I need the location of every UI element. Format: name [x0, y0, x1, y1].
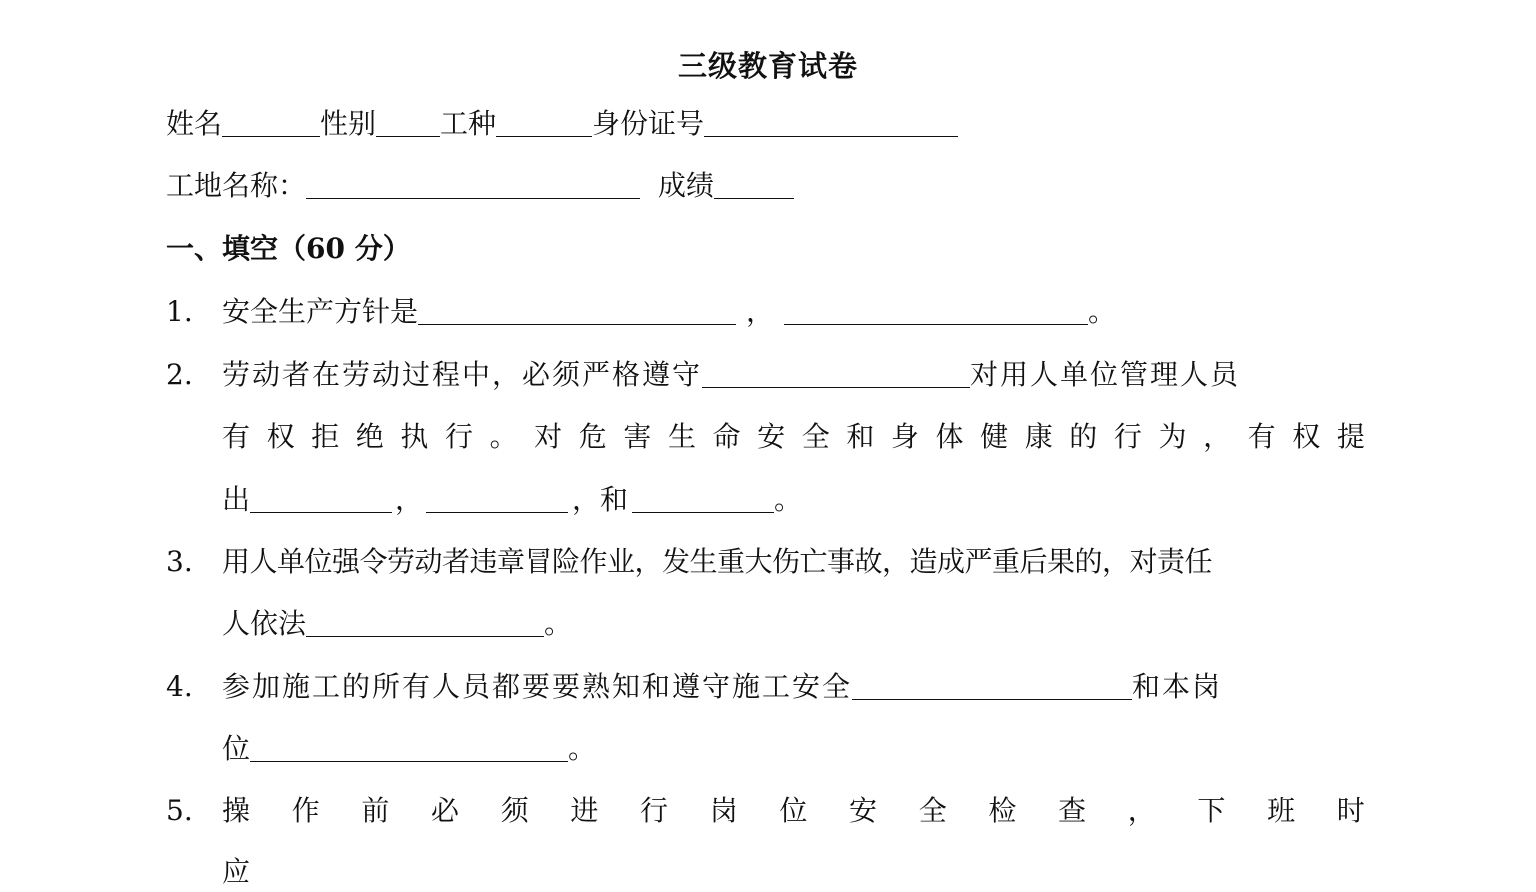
- question-2-line-3: [222, 480, 802, 520]
- question-text: 出: [222, 483, 251, 516]
- period: 。: [544, 607, 573, 640]
- char: 体: [935, 420, 964, 453]
- question-text-continued: 对用人单位管理人员: [970, 358, 1241, 391]
- score-label: 成绩: [658, 169, 715, 202]
- site-blank[interactable]: [306, 168, 640, 199]
- char: 位: [779, 794, 808, 827]
- question-1: [166, 292, 1116, 332]
- id-number-label: 身份证号: [592, 107, 705, 140]
- char: 行: [1113, 420, 1142, 453]
- answer-blank[interactable]: [306, 606, 544, 637]
- period: 。: [774, 483, 803, 516]
- header-row-1: [166, 104, 958, 144]
- gender-label: 性别: [320, 107, 377, 140]
- char: 全: [801, 420, 830, 453]
- char: 生: [667, 420, 696, 453]
- id-number-blank[interactable]: [704, 106, 958, 137]
- question-number: 3.: [166, 545, 193, 578]
- header-row-2: [166, 166, 794, 206]
- question-text-continued: 和本岗: [1132, 670, 1223, 703]
- question-3-line-2: [222, 604, 572, 644]
- gender-blank[interactable]: [376, 106, 440, 137]
- separator: ，: [746, 295, 775, 328]
- char: 必: [431, 794, 460, 827]
- char: 执: [400, 420, 429, 453]
- question-text: 劳动者在劳动过程中，必须严格遵守: [222, 358, 703, 391]
- question-5: [222, 791, 1365, 831]
- answer-blank[interactable]: [852, 669, 1132, 700]
- char: 操: [222, 794, 251, 827]
- char: 的: [1069, 420, 1098, 453]
- section-heading-fill-blank: 一、填空（60 分）: [166, 232, 411, 265]
- char: 下: [1197, 794, 1226, 827]
- char: 绝: [355, 420, 384, 453]
- char: 提: [1336, 420, 1365, 453]
- char: 危: [578, 420, 607, 453]
- char: 时: [1336, 794, 1365, 827]
- page-title: 三级教育试卷: [677, 49, 858, 83]
- question-number: 2.: [166, 358, 193, 391]
- question-text: 用人单位强令劳动者违章冒险作业，发生重大伤亡事故，造成严重后果的，对责任: [222, 545, 1213, 578]
- char: 对: [534, 420, 563, 453]
- char: 康: [1024, 420, 1053, 453]
- char: 作: [291, 794, 320, 827]
- char: 拒: [311, 420, 340, 453]
- question-4-line-2: [222, 729, 596, 769]
- char: 行: [444, 420, 473, 453]
- char: 为: [1158, 420, 1187, 453]
- char: 查: [1058, 794, 1087, 827]
- char: 身: [890, 420, 919, 453]
- question-text: 位: [222, 732, 251, 765]
- char: 害: [623, 420, 652, 453]
- answer-blank[interactable]: [426, 482, 568, 513]
- char: 权: [266, 420, 295, 453]
- question-2: [166, 355, 1240, 395]
- char: 行: [640, 794, 669, 827]
- char: 全: [918, 794, 947, 827]
- score-blank[interactable]: [714, 168, 794, 199]
- answer-blank[interactable]: [418, 294, 736, 325]
- char: 安: [757, 420, 786, 453]
- name-blank[interactable]: [222, 106, 320, 137]
- question-text: 人依法: [222, 607, 307, 640]
- name-label: 姓名: [166, 107, 223, 140]
- char: 和: [846, 420, 875, 453]
- question-text: 安全生产方针是: [222, 295, 419, 328]
- answer-blank[interactable]: [250, 731, 568, 762]
- separator: ，: [395, 483, 424, 516]
- question-5-line-2: [222, 852, 250, 892]
- char: 命: [712, 420, 741, 453]
- char: 安: [849, 794, 878, 827]
- question-5-number: [166, 791, 222, 831]
- trade-label: 工种: [440, 107, 497, 140]
- char: 岗: [709, 794, 738, 827]
- char: ，: [1203, 420, 1232, 453]
- char: 进: [570, 794, 599, 827]
- answer-blank[interactable]: [784, 294, 1088, 325]
- question-number: 5.: [166, 794, 193, 827]
- char: 检: [988, 794, 1017, 827]
- question-text: 参加施工的所有人员都要要熟知和遵守施工安全: [222, 670, 853, 703]
- char: 健: [980, 420, 1009, 453]
- char: ，: [1127, 794, 1156, 827]
- char: 有: [1247, 420, 1276, 453]
- answer-blank[interactable]: [702, 357, 970, 388]
- separator: ，和: [572, 483, 629, 516]
- question-text: 应: [222, 855, 251, 888]
- question-2-line-2: [222, 417, 1365, 457]
- period: 。: [568, 732, 597, 765]
- char: 班: [1267, 794, 1296, 827]
- question-3: [166, 542, 1212, 582]
- question-number: 1.: [166, 295, 193, 328]
- period: 。: [1088, 295, 1117, 328]
- answer-blank[interactable]: [632, 482, 774, 513]
- char: 。: [489, 420, 518, 453]
- trade-blank[interactable]: [496, 106, 592, 137]
- char: 有: [222, 420, 251, 453]
- answer-blank[interactable]: [250, 482, 392, 513]
- char: 须: [500, 794, 529, 827]
- site-label: 工地名称：: [166, 169, 307, 202]
- question-number: 4.: [166, 670, 193, 703]
- char: 权: [1292, 420, 1321, 453]
- char: 前: [361, 794, 390, 827]
- question-4: [166, 667, 1222, 707]
